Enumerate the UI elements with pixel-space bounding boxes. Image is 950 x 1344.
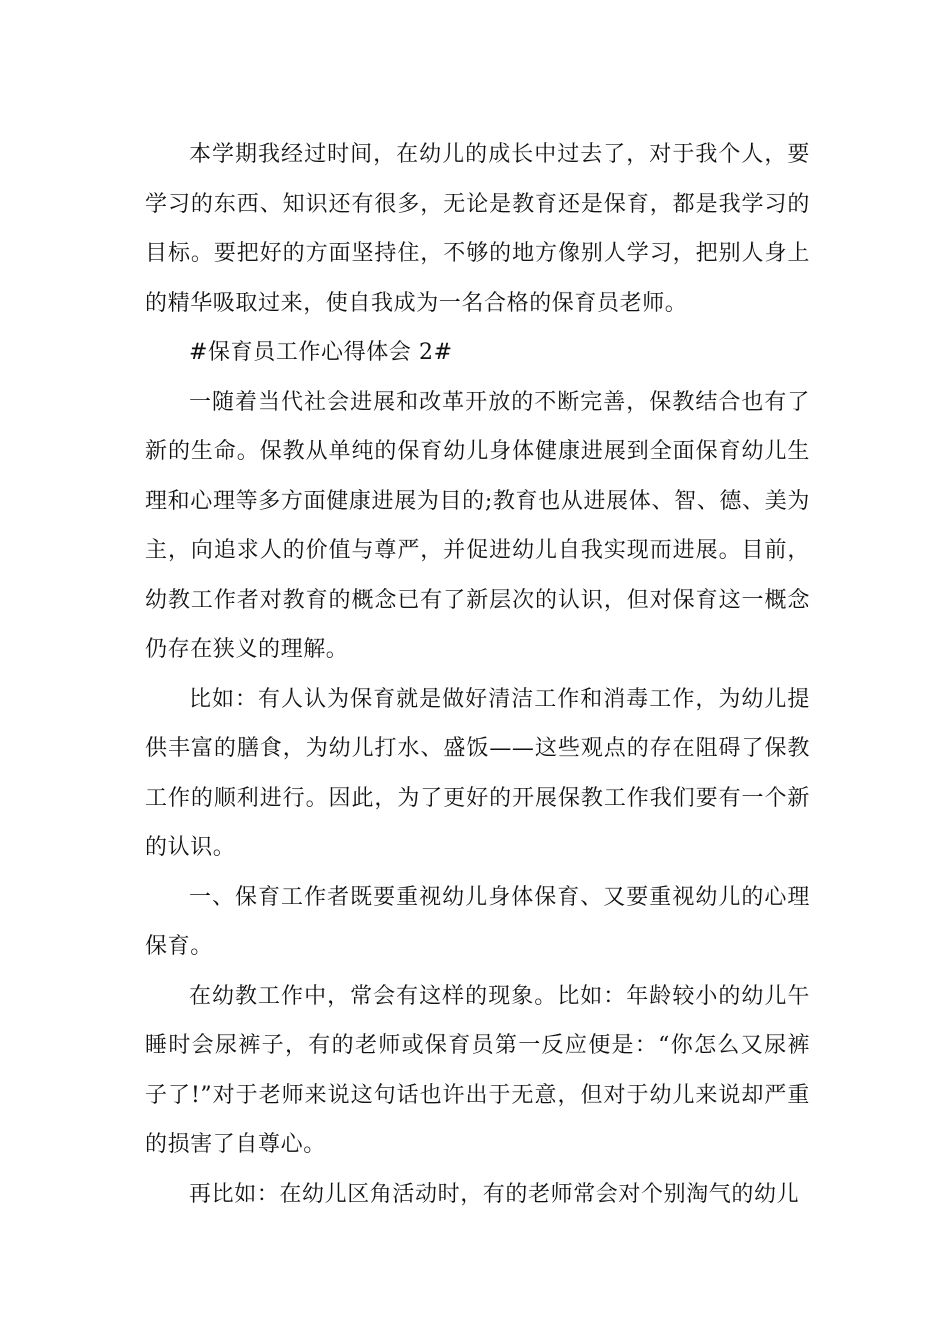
paragraph-intro: 一随着当代社会进展和改革开放的不断完善，保教结合也有了新的生命。保教从单纯的保育幼儿身体健康进展到全面保育幼儿生理和心理等多方面健康进展为目的;教育也从进展体、智、德、美为主，向追求人的价值与尊严，并促进幼儿自我实现而进展。目前，幼教工作者对教育的概念已有了新层次的认识，但对保育这一概念仍存在狭义的理解。 [145,389,810,662]
document-page [145,130,810,1219]
paragraph-another-example: 再比如：在幼儿区角活动时，有的老师常会对个别淘气的幼儿 [189,1181,800,1207]
paragraph-example: 比如：有人认为保育就是做好清洁工作和消毒工作，为幼儿提供丰富的膳食，为幼儿打水、盛饭——这些观点的存在阻碍了保教工作的顺利进行。因此，为了更好的开展保教工作我们要有一个新的认识。 [145,686,810,860]
paragraph-point-one: 一、保育工作者既要重视幼儿身体保育、又要重视幼儿的心理保育。 [145,884,810,959]
section-heading: #保育员工作心得体会 2# [189,340,453,365]
paragraph-summary: 本学期我经过时间，在幼儿的成长中过去了，对于我个人，要学习的东西、知识还有很多，无论是教育还是保育，都是我学习的目标。要把好的方面坚持住，不够的地方像别人学习，把别人身上的精华吸取过来，使自我成为一名合格的保育员老师。 [145,142,810,316]
paragraph-phenomenon: 在幼教工作中，常会有这样的现象。比如：年龄较小的幼儿午睡时会尿裤子，有的老师或保育员第一反应便是：“你怎么又尿裤子了!”对于老师来说这句话也许出于无意，但对于幼儿来说却严重的损害了自尊心。 [145,983,810,1157]
